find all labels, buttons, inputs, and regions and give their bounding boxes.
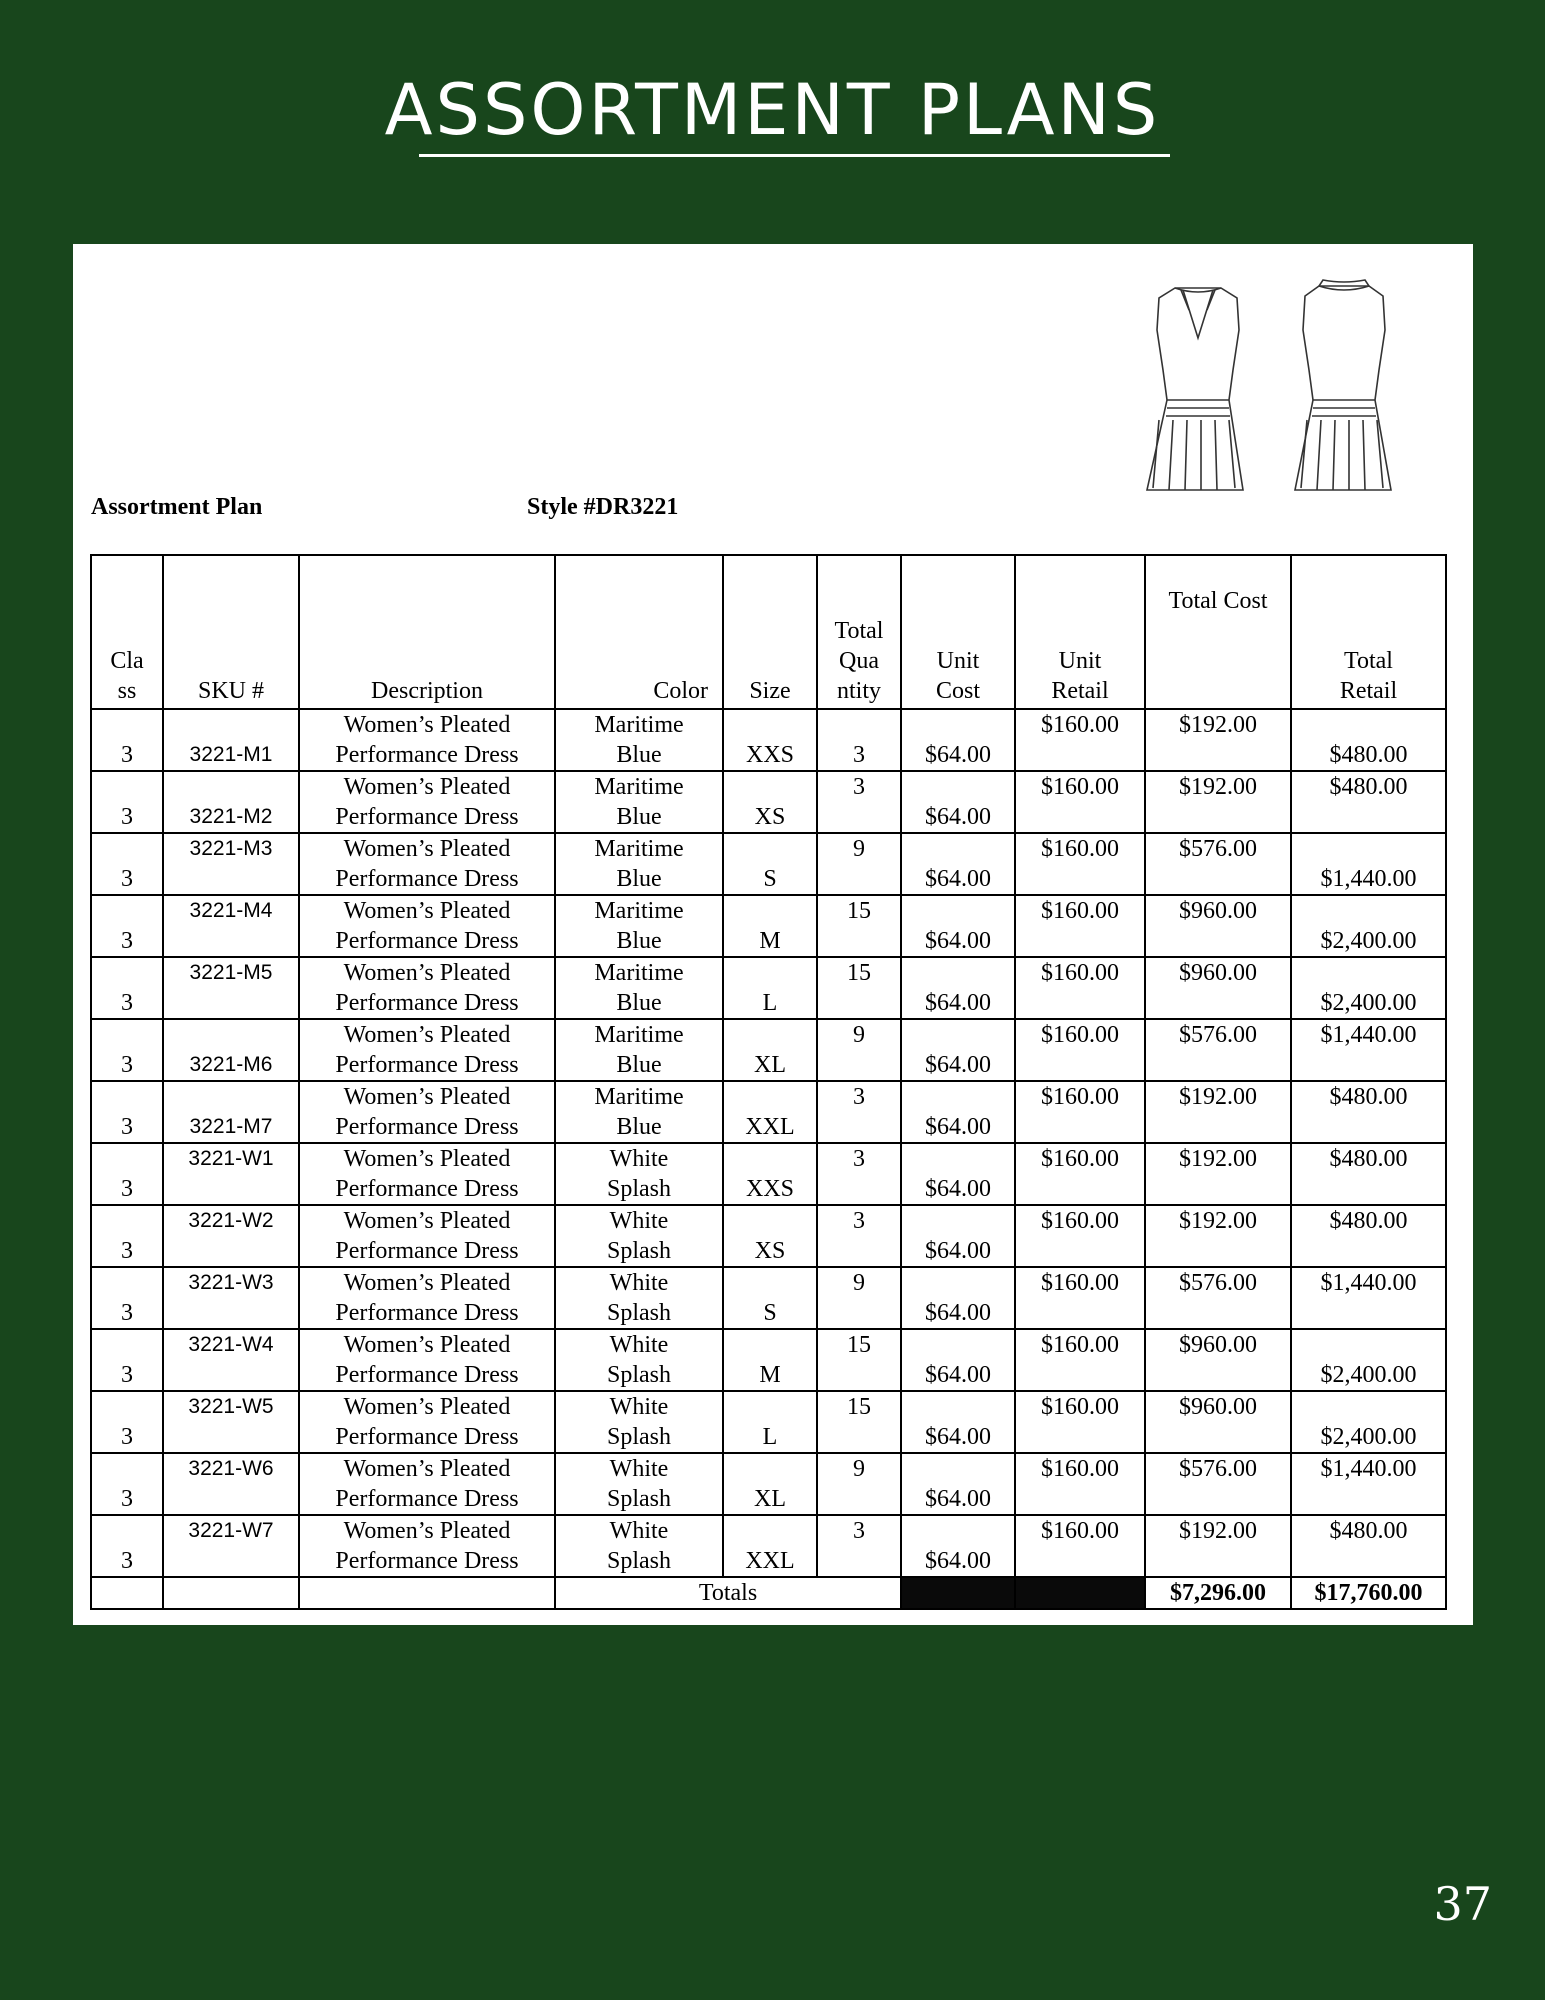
totals-blank-unit-cost [901,1577,1015,1609]
row-total-cost: $192.00 [1145,1515,1291,1577]
row-quantity: 3 [817,1515,901,1577]
title-underline [419,154,1170,157]
row-unit-cost: $64.00 [901,771,1015,833]
totals-total-retail: $17,760.00 [1291,1577,1446,1609]
row-total-cost: $576.00 [1145,1019,1291,1081]
table-row [91,1143,1446,1205]
table-row [91,833,1446,895]
row-quantity: 9 [817,1267,901,1329]
totals-label: Totals [555,1577,901,1609]
row-quantity: 15 [817,895,901,957]
row-unit-cost: $64.00 [901,833,1015,895]
row-size: L [723,1391,817,1453]
row-total-cost: $192.00 [1145,709,1291,771]
row-description: Women’s Pleated Performance Dress [299,1205,555,1267]
row-unit-retail: $160.00 [1015,1019,1145,1081]
style-number-label: Style #DR3221 [527,494,679,520]
row-size: XXL [723,1515,817,1577]
row-quantity: 15 [817,1329,901,1391]
row-class: 3 [91,1453,163,1515]
row-total-cost: $192.00 [1145,1143,1291,1205]
row-description: Women’s Pleated Performance Dress [299,833,555,895]
row-total-retail: $480.00 [1291,1081,1446,1143]
row-description: Women’s Pleated Performance Dress [299,895,555,957]
row-total-cost: $192.00 [1145,771,1291,833]
row-size: XL [723,1453,817,1515]
row-size: XXS [723,1143,817,1205]
table-row [91,1267,1446,1329]
row-class: 3 [91,895,163,957]
row-total-retail: $2,400.00 [1291,1391,1446,1453]
totals-blank-unit-retail [1015,1577,1145,1609]
row-total-cost: $192.00 [1145,1205,1291,1267]
row-color: Maritime Blue [555,895,723,957]
col-class: Cla ss [91,555,163,709]
row-unit-cost: $64.00 [901,1143,1015,1205]
row-unit-retail: $160.00 [1015,1143,1145,1205]
row-total-retail: $480.00 [1291,1205,1446,1267]
row-size: XS [723,771,817,833]
row-size: XL [723,1019,817,1081]
row-class: 3 [91,1267,163,1329]
row-description: Women’s Pleated Performance Dress [299,1391,555,1453]
row-description: Women’s Pleated Performance Dress [299,1143,555,1205]
row-quantity: 9 [817,1453,901,1515]
col-sku: SKU # [163,555,299,709]
table-row [91,1329,1446,1391]
row-description: Women’s Pleated Performance Dress [299,1267,555,1329]
row-size: M [723,1329,817,1391]
table-row [91,771,1446,833]
assortment-plan-label: Assortment Plan [91,494,263,520]
row-total-cost: $576.00 [1145,1453,1291,1515]
row-unit-retail: $160.00 [1015,1081,1145,1143]
row-unit-cost: $64.00 [901,1081,1015,1143]
row-class: 3 [91,1391,163,1453]
row-color: Maritime Blue [555,957,723,1019]
row-description: Women’s Pleated Performance Dress [299,1515,555,1577]
row-total-retail: $480.00 [1291,771,1446,833]
page-number: 37 [1433,1877,1492,1931]
row-sku: 3221-W5 [163,1391,299,1453]
row-unit-retail: $160.00 [1015,1205,1145,1267]
dress-sketch-illustration [1123,260,1423,510]
table-row [91,1019,1446,1081]
row-total-retail: $1,440.00 [1291,1019,1446,1081]
row-description: Women’s Pleated Performance Dress [299,957,555,1019]
row-class: 3 [91,957,163,1019]
row-unit-cost: $64.00 [901,895,1015,957]
row-total-cost: $576.00 [1145,833,1291,895]
row-sku: 3221-M6 [163,1019,299,1081]
row-unit-retail: $160.00 [1015,1267,1145,1329]
row-sku: 3221-W2 [163,1205,299,1267]
row-class: 3 [91,1515,163,1577]
row-unit-cost: $64.00 [901,1391,1015,1453]
row-sku: 3221-M5 [163,957,299,1019]
row-total-retail: $480.00 [1291,709,1446,771]
row-total-cost: $192.00 [1145,1081,1291,1143]
row-unit-retail: $160.00 [1015,1515,1145,1577]
row-unit-retail: $160.00 [1015,1329,1145,1391]
row-class: 3 [91,1143,163,1205]
row-description: Women’s Pleated Performance Dress [299,1081,555,1143]
assortment-card [73,244,1473,1625]
row-color: White Splash [555,1267,723,1329]
row-description: Women’s Pleated Performance Dress [299,1453,555,1515]
row-unit-retail: $160.00 [1015,771,1145,833]
row-sku: 3221-W7 [163,1515,299,1577]
row-color: White Splash [555,1515,723,1577]
row-sku: 3221-W4 [163,1329,299,1391]
table-row [91,1081,1446,1143]
row-class: 3 [91,1329,163,1391]
table-row [91,895,1446,957]
row-class: 3 [91,1019,163,1081]
table-row [91,709,1446,771]
row-unit-retail: $160.00 [1015,1391,1145,1453]
row-total-retail: $1,440.00 [1291,1453,1446,1515]
row-sku: 3221-M3 [163,833,299,895]
row-total-retail: $480.00 [1291,1143,1446,1205]
row-class: 3 [91,833,163,895]
row-class: 3 [91,771,163,833]
row-color: Maritime Blue [555,833,723,895]
table-row [91,1515,1446,1577]
row-quantity: 3 [817,1081,901,1143]
row-quantity: 15 [817,1391,901,1453]
page-title: ASSORTMENT PLANS [384,69,1161,151]
totals-row [91,1577,1446,1609]
col-unit-cost: Unit Cost [901,555,1015,709]
col-unit-retail: Unit Retail [1015,555,1145,709]
row-description: Women’s Pleated Performance Dress [299,1019,555,1081]
row-description: Women’s Pleated Performance Dress [299,1329,555,1391]
row-total-cost: $960.00 [1145,895,1291,957]
row-total-retail: $2,400.00 [1291,957,1446,1019]
row-quantity: 15 [817,957,901,1019]
row-sku: 3221-M7 [163,1081,299,1143]
row-sku: 3221-W1 [163,1143,299,1205]
row-unit-retail: $160.00 [1015,957,1145,1019]
row-unit-cost: $64.00 [901,1205,1015,1267]
row-size: M [723,895,817,957]
row-sku: 3221-M4 [163,895,299,957]
row-sku: 3221-W3 [163,1267,299,1329]
row-unit-cost: $64.00 [901,1515,1015,1577]
row-quantity: 3 [817,709,901,771]
row-description: Women’s Pleated Performance Dress [299,709,555,771]
col-total-retail: Total Retail [1291,555,1446,709]
row-sku: 3221-W6 [163,1453,299,1515]
row-unit-cost: $64.00 [901,1329,1015,1391]
row-unit-cost: $64.00 [901,1267,1015,1329]
row-total-retail: $1,440.00 [1291,1267,1446,1329]
row-color: Maritime Blue [555,1019,723,1081]
row-total-retail: $480.00 [1291,1515,1446,1577]
row-class: 3 [91,1205,163,1267]
row-size: XS [723,1205,817,1267]
row-quantity: 3 [817,1205,901,1267]
row-sku: 3221-M2 [163,771,299,833]
row-total-retail: $2,400.00 [1291,895,1446,957]
header-row [91,555,1446,709]
col-total-cost: Total Cost [1145,555,1291,709]
table-row [91,1205,1446,1267]
row-color: White Splash [555,1453,723,1515]
row-quantity: 3 [817,771,901,833]
row-total-cost: $960.00 [1145,1391,1291,1453]
table-row [91,1391,1446,1453]
row-color: White Splash [555,1205,723,1267]
row-unit-retail: $160.00 [1015,709,1145,771]
row-color: White Splash [555,1329,723,1391]
assortment-table [90,554,1447,1610]
row-size: XXS [723,709,817,771]
row-unit-retail: $160.00 [1015,895,1145,957]
row-total-cost: $960.00 [1145,1329,1291,1391]
row-unit-cost: $64.00 [901,1019,1015,1081]
row-description: Women’s Pleated Performance Dress [299,771,555,833]
col-color: Color [555,555,723,709]
row-quantity: 9 [817,1019,901,1081]
row-total-cost: $576.00 [1145,1267,1291,1329]
col-description: Description [299,555,555,709]
row-color: White Splash [555,1391,723,1453]
row-size: L [723,957,817,1019]
row-total-retail: $2,400.00 [1291,1329,1446,1391]
row-total-cost: $960.00 [1145,957,1291,1019]
row-color: Maritime Blue [555,709,723,771]
row-quantity: 3 [817,1143,901,1205]
totals-total-cost: $7,296.00 [1145,1577,1291,1609]
row-unit-cost: $64.00 [901,1453,1015,1515]
row-size: S [723,833,817,895]
row-color: Maritime Blue [555,1081,723,1143]
col-size: Size [723,555,817,709]
row-total-retail: $1,440.00 [1291,833,1446,895]
row-class: 3 [91,1081,163,1143]
table-row [91,957,1446,1019]
table-row [91,1453,1446,1515]
row-unit-cost: $64.00 [901,709,1015,771]
table-body [91,709,1446,1577]
row-size: S [723,1267,817,1329]
row-unit-cost: $64.00 [901,957,1015,1019]
row-color: Maritime Blue [555,771,723,833]
row-class: 3 [91,709,163,771]
col-total-quantity: Total Qua ntity [817,555,901,709]
row-color: White Splash [555,1143,723,1205]
row-quantity: 9 [817,833,901,895]
row-sku: 3221-M1 [163,709,299,771]
row-unit-retail: $160.00 [1015,833,1145,895]
row-unit-retail: $160.00 [1015,1453,1145,1515]
row-size: XXL [723,1081,817,1143]
